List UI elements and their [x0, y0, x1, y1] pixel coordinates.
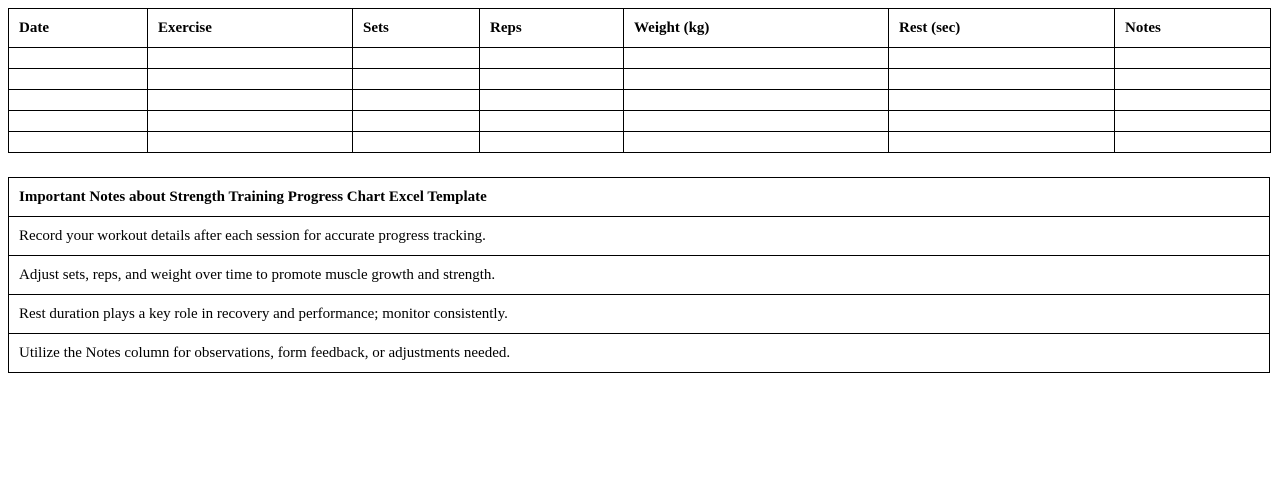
table-cell[interactable]: [9, 90, 148, 111]
table-cell[interactable]: [148, 90, 353, 111]
table-row: [9, 132, 1271, 153]
table-cell[interactable]: [624, 111, 889, 132]
table-cell[interactable]: [624, 132, 889, 153]
table-cell[interactable]: [353, 90, 480, 111]
column-header-notes: Notes: [1115, 9, 1271, 48]
table-row: [9, 48, 1271, 69]
table-cell[interactable]: [353, 48, 480, 69]
column-header-sets: Sets: [353, 9, 480, 48]
table-cell[interactable]: [480, 90, 624, 111]
table-cell[interactable]: [1115, 69, 1271, 90]
table-cell[interactable]: [889, 48, 1115, 69]
table-row: [9, 69, 1271, 90]
table-cell[interactable]: [624, 48, 889, 69]
table-cell[interactable]: [148, 69, 353, 90]
table-row: [9, 90, 1271, 111]
table-cell[interactable]: [889, 69, 1115, 90]
note-text: Utilize the Notes column for observations, form feedback, or adjustments needed.: [9, 334, 1270, 373]
list-item: [9, 217, 1270, 256]
note-text: Record your workout details after each session for accurate progress tracking.: [9, 217, 1270, 256]
note-text: Adjust sets, reps, and weight over time to promote muscle growth and strength.: [9, 256, 1270, 295]
table-cell[interactable]: [480, 132, 624, 153]
table-cell[interactable]: [889, 111, 1115, 132]
table-cell[interactable]: [353, 69, 480, 90]
table-cell[interactable]: [148, 132, 353, 153]
notes-title: Important Notes about Strength Training Progress Chart Excel Template: [9, 178, 1270, 217]
column-header-weight: Weight (kg): [624, 9, 889, 48]
table-cell[interactable]: [353, 111, 480, 132]
workout-log-table: [8, 8, 1271, 153]
table-cell[interactable]: [889, 90, 1115, 111]
table-cell[interactable]: [148, 48, 353, 69]
column-header-rest: Rest (sec): [889, 9, 1115, 48]
table-cell[interactable]: [480, 111, 624, 132]
column-header-reps: Reps: [480, 9, 624, 48]
table-cell[interactable]: [9, 111, 148, 132]
table-cell[interactable]: [9, 69, 148, 90]
note-text: Rest duration plays a key role in recovery and performance; monitor consistently.: [9, 295, 1270, 334]
table-cell[interactable]: [624, 90, 889, 111]
table-cell[interactable]: [353, 132, 480, 153]
table-cell[interactable]: [1115, 132, 1271, 153]
list-item: [9, 295, 1270, 334]
table-cell[interactable]: [9, 132, 148, 153]
table-cell[interactable]: [148, 111, 353, 132]
column-header-exercise: Exercise: [148, 9, 353, 48]
table-header-row: [9, 9, 1271, 48]
table-cell[interactable]: [1115, 48, 1271, 69]
table-cell[interactable]: [624, 69, 889, 90]
notes-header-row: [9, 178, 1270, 217]
table-cell[interactable]: [1115, 111, 1271, 132]
table-cell[interactable]: [480, 48, 624, 69]
list-item: [9, 334, 1270, 373]
list-item: [9, 256, 1270, 295]
column-header-date: Date: [9, 9, 148, 48]
table-row: [9, 111, 1271, 132]
table-cell[interactable]: [1115, 90, 1271, 111]
table-cell[interactable]: [480, 69, 624, 90]
important-notes-table: [8, 177, 1270, 373]
table-cell[interactable]: [9, 48, 148, 69]
table-cell[interactable]: [889, 132, 1115, 153]
